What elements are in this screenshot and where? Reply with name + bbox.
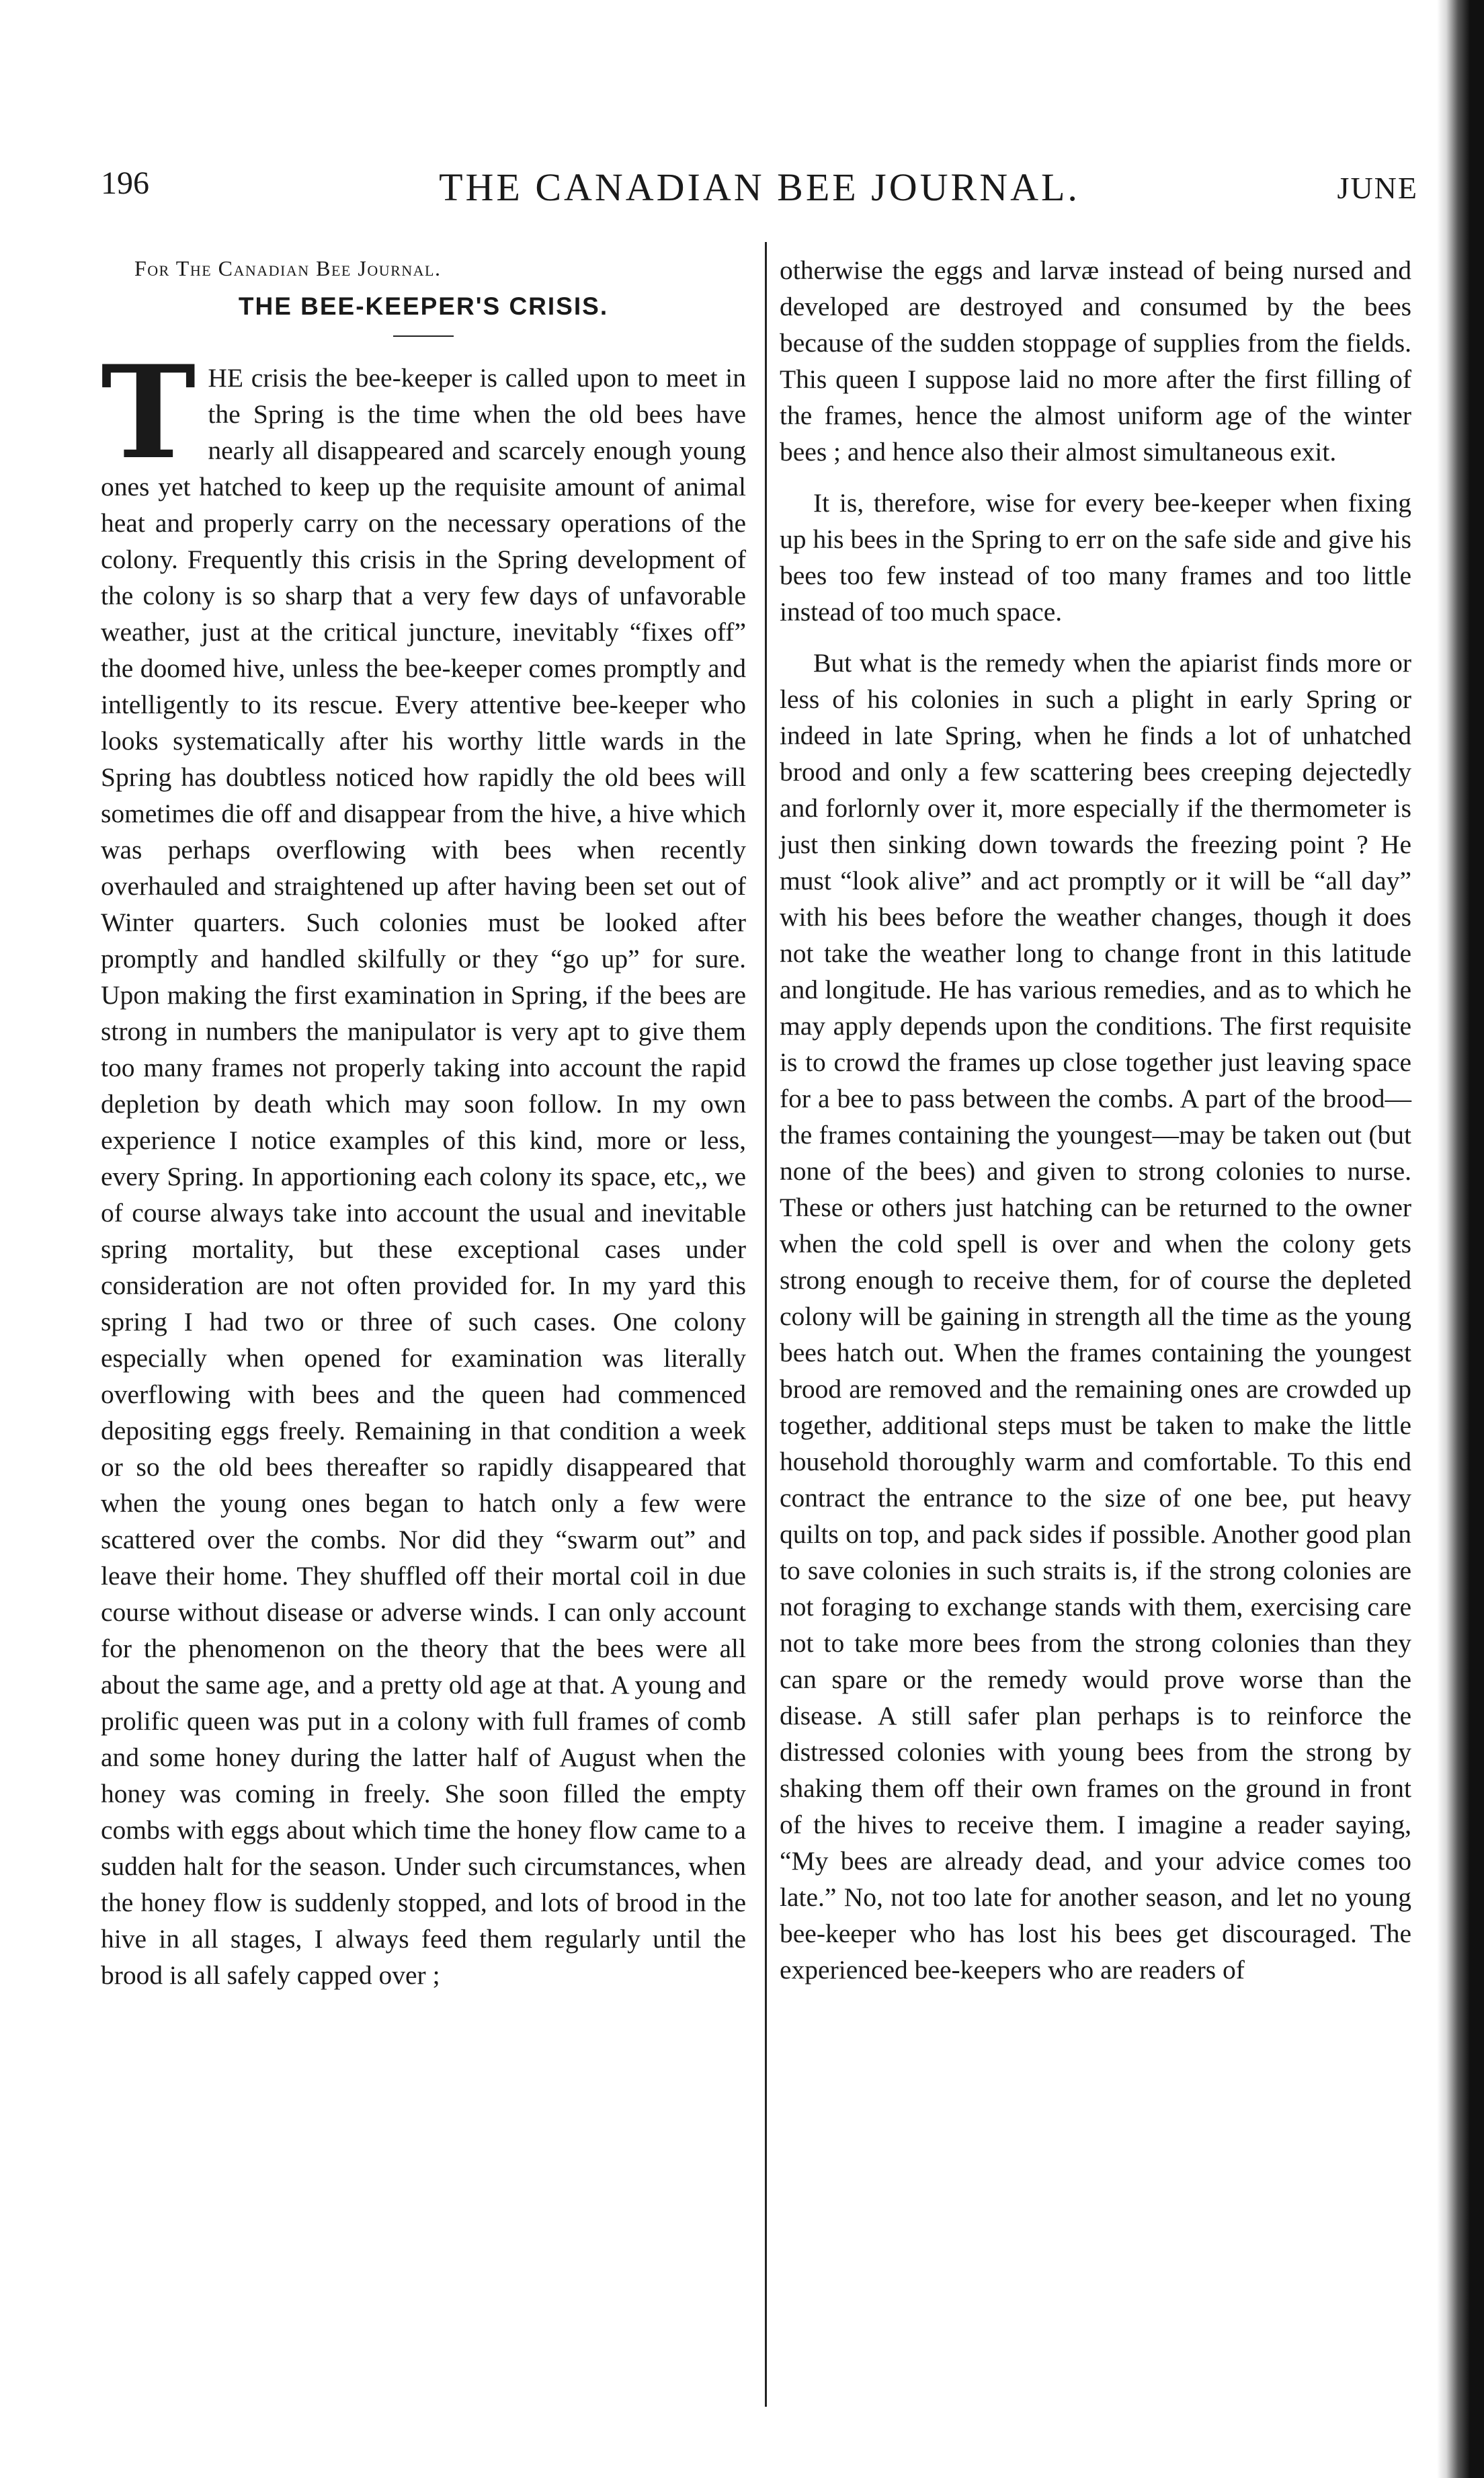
journal-title: THE CANADIAN BEE JOURNAL. bbox=[439, 165, 1080, 209]
column-divider bbox=[765, 242, 767, 2407]
byline: For The Canadian Bee Journal. bbox=[134, 256, 442, 280]
article-paragraph: otherwise the eggs and larvæ instead of being nursed and developed are destroyed and consumed by the bees because of the sudden stoppage of supplies from the fields. This queen I suppose laid no more after the first filling of the frames, hence the almost uniform age of the winter bees ; and hence also their almost simultaneous exit. bbox=[780, 255, 1411, 467]
title-rule bbox=[393, 335, 454, 337]
running-month: JUNE bbox=[1337, 171, 1418, 205]
page-header bbox=[101, 165, 1418, 218]
page-number: 196 bbox=[101, 165, 149, 201]
article-paragraph: But what is the remedy when the apiarist finds more or less of his colonies in such a plight in early Spring or indeed in late Spring, when he finds a lot of unhatched brood and only a few scattering bees creeping dejectedly and forlornly over it, more especially if the thermometer is just then sinking down towards the freezing point ? He must “look alive” and act promptly or it will be “all day” with his bees before the weather changes, though it does not take the weather long to change front in this latitude and longitude. He has various remedies, and as to which he may apply depends upon the conditions. The first requisite is to crowd the frames up close together just leaving space for a bee to pass between the combs. A part of the brood—the frames containing the youngest—may be taken out (but none of the bees) and given to strong colonies to nurse. These or others just hatching can be returned to the owner when the cold spell is over and when the colony gets strong enough to receive them, for of course the depleted colony will be gaining in strength all the time as the young bees hatch out. When the frames containing the youngest brood are removed and the remaining ones are crowded up together, additional steps must be taken to make the little household thoroughly warm and comfortable. To this end contract the entrance to the size of one bee, put heavy quilts on top, and pack sides if possible. Another good plan to save colonies in such straits is, if the strong colonies are not foraging to exchange stands with them, exercising care not to take more bees from the strong colonies than they can spare or the remedy would prove worse than the disease. A still safer plan perhaps is to reinforce the distressed colonies with young bees from the strong by shaking them off their own frames on the ground in front of the hives to receive them. I imagine a reader saying, “My bees are already dead, and your advice comes too late.” No, not too late for another season, and let no young bee-keeper who has lost his bees get discouraged. The experienced bee-keepers who are readers of bbox=[780, 648, 1411, 1985]
article-title: THE BEE-KEEPER'S CRISIS. bbox=[238, 292, 609, 320]
paragraph-text: HE crisis the bee-keeper is called upon to meet in the Spring is the time when the old bees have nearly all disappeared and scarcely enough young ones yet hatched to keep up the requisite amount of animal heat and properly carry on the necessary operations of the colony. Frequently this crisis in the Spring development of the colony is so sharp that a very few days of unfavorable weather, just at the critical juncture, inevitably “fixes off” the doomed hive, unless the bee-keeper comes promptly and intelligently to its rescue. Every attentive bee-keeper who looks systematically after his worthy little wards in the Spring has doubtless noticed how rapidly the old bees will sometimes die off and disappear from the hive, a hive which was perhaps overflowing with bees when recently overhauled and straightened up after having been set out of Winter quarters. Such colonies must be looked after promptly and handled skilfully or they “go up” for sure. Upon making the first examination in Spring, if the bees are strong in numbers the manipulator is very apt to give them too many frames not properly taking into account the rapid depletion by death which may soon follow. In my own experience I notice examples of this kind, more or less, every Spring. In apportioning each colony its space, etc,, we of course always take into account the usual and inevitable spring mortality, but these exceptional cases under consideration are not often provided for. In my yard this spring I had two or three of such cases. One colony especially when opened for examination was literally overflowing with bees and the queen had commenced depositing eggs freely. Remaining in that condition a week or so the old bees thereafter so rapidly disappeared that when the young ones began to hatch only a few were scattered over the combs. Nor did they “swarm out” and leave their home. They shuffled off their mortal coil in due course without disease or adverse winds. I can only account for the phenomenon on the theory that the bees were all about the same age, and a pretty old age at that. A young and prolific queen was put in a colony with full frames of comb and some honey during the latter half of August when the honey was coming in freely. She soon filled the empty combs with eggs about which time the honey flow came to a sudden halt for the season. Under such circumstances, when the honey flow is suddenly stopped, and lots of brood in the hive in all stages, I always feed them regularly until the brood is all safely capped over ; bbox=[101, 363, 746, 1990]
right-column bbox=[780, 252, 1411, 1988]
drop-cap: T bbox=[101, 337, 196, 487]
left-column bbox=[101, 252, 746, 1993]
book-spine-shadow bbox=[1437, 0, 1484, 2478]
article-paragraph bbox=[101, 337, 746, 1993]
article-paragraph: It is, therefore, wise for every bee-keeper when fixing up his bees in the Spring to err on the safe side and give his bees too few instead of too many frames and too little instead of too much space. bbox=[780, 488, 1411, 627]
